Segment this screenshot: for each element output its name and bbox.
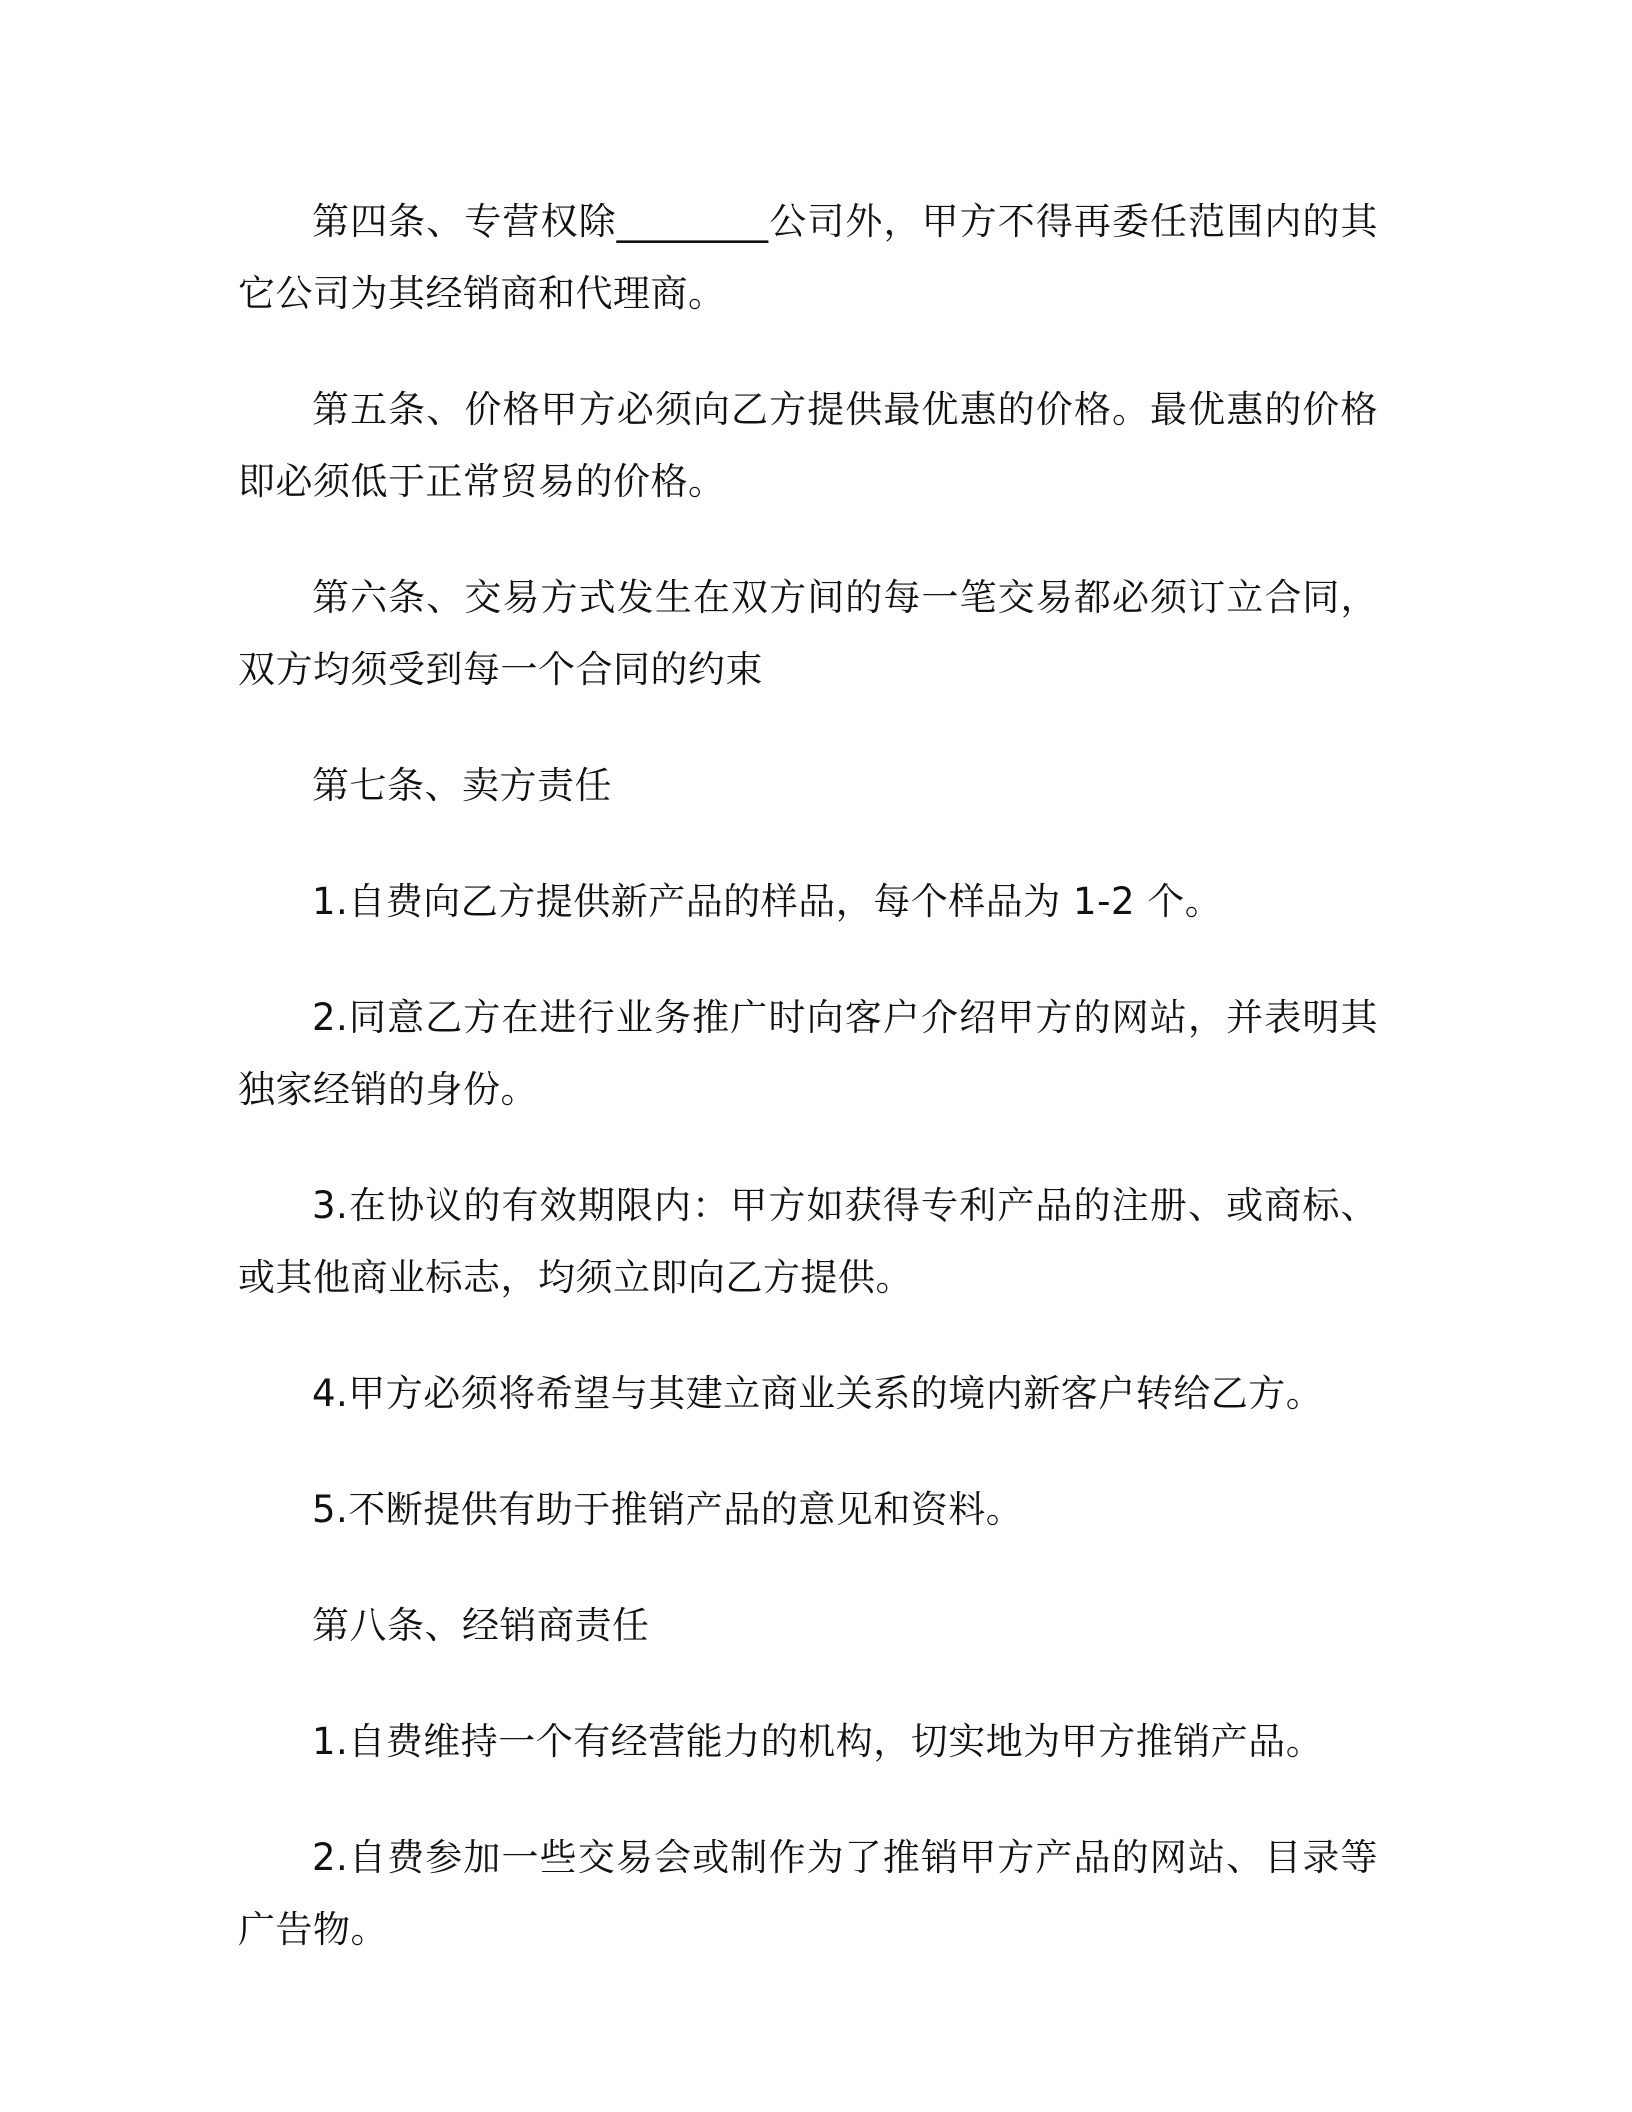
article-7-item-4: 4.甲方必须将希望与其建立商业关系的境内新客户转给乙方。 — [312, 1372, 1324, 1415]
article-7-item-2: 2.同意乙方在进行业务推广时向客户介绍甲方的网站，并表明其独家经销的身份。 — [238, 996, 1378, 1111]
article-7-item-5: 5.不断提供有助于推销产品的意见和资料。 — [312, 1488, 1024, 1531]
article-7-item-3: 3.在协议的有效期限内：甲方如获得专利产品的注册、或商标、或其他商业标志，均须立即向乙方提供。 — [238, 1184, 1378, 1299]
article-6-trade-method: 第六条、交易方式发生在双方间的每一笔交易都必须订立合同，双方均须受到每一个合同的约束 — [238, 576, 1378, 691]
article-7-heading: 第七条、卖方责任 — [312, 764, 612, 807]
article-8-heading: 第八条、经销商责任 — [312, 1604, 650, 1647]
article-5-price: 第五条、价格甲方必须向乙方提供最优惠的价格。最优惠的价格即必须低于正常贸易的价格。 — [238, 388, 1378, 503]
article-8-item-1: 1.自费维持一个有经营能力的机构，切实地为甲方推销产品。 — [312, 1720, 1324, 1763]
article-4-exclusive-rights: 第四条、专营权除________公司外，甲方不得再委任范围内的其它公司为其经销商和代理商。 — [238, 200, 1378, 315]
document-body — [238, 186, 1378, 2010]
article-8-item-2: 2.自费参加一些交易会或制作为了推销甲方产品的网站、目录等广告物。 — [238, 1836, 1378, 1951]
article-7-item-1: 1.自费向乙方提供新产品的样品，每个样品为 1-2 个。 — [312, 880, 1223, 923]
